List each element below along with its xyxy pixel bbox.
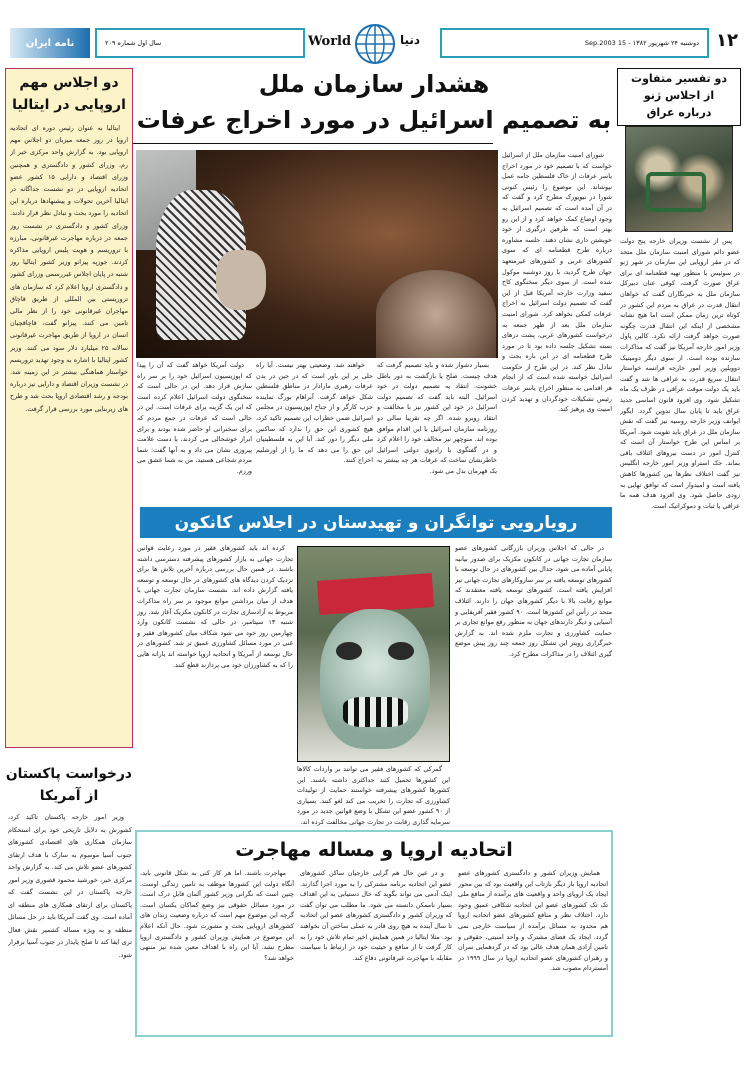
article-text: و در عین حال هم گرایی خارجیان ساکن کشورهای عضو این اتحادیه برنامه مشترکی را به مورد اجرا گذارند. اینک آدمی می تواند بگوید که حال دستیابی به این اهداف بسیار ناممکن دانسته می شود. ما مطلب می توان گفت که وزیران کشور و دادگستری کشورهای عضو این اتحادیه تا سال آینده به هیچ روی قادر به عملی ساختن آن نخواهند بود. مثلا ایتالیا در همین همایش اخیر تمام تلاش خود را به کار گرفت تا از منافع و حیثیت خود در ارتباط با سیاست مقابله با مهاجرت غیرقانونی دفاع کند. bbox=[300, 869, 452, 962]
migration-col1 bbox=[458, 868, 608, 1032]
section-title-en: World bbox=[308, 34, 352, 49]
cancun-headline: رویارویی توانگران و تهیدستان در اجلاس کانکون bbox=[174, 512, 578, 533]
headline-line: دو اجلاس مهم bbox=[19, 75, 119, 91]
article-text: کرده اند باید کشورهای فقیر در مورد رعایت قوانین تجارت جهانی به بازار کشورهای پیشرفته دسترسی داشته باشند. در همین حال بررسی درباره آخرین تلاش ها برای نزدیک کردن دیدگاه های کشورهای در حال توسعه و توسعه یافته گزارش داده اند. نشست سازمان تجارت جهانی با هدف از میان برداشتن موانع موجود بر سر راه مذاکرات مربوط به آزادسازی تجارت در کانکون مکزیک آغاز شد. روز شنبه ۱۳ سپتامبر، در حالی که نشست کانکون وارد چهارمین روز خود می شود شکاف میان کشورهای فقیر و غنی در مورد مسائل کشاورزی عمیق تر شد. کشورهای در حال توسعه از آمریکا و اتحادیه اروپا خواسته اند یارانه هایی را که به کشاورزان خود می پردازند قطع کنند. bbox=[137, 544, 293, 669]
cancun-banner bbox=[140, 507, 612, 538]
article-text: در حالی که اجلاس وزیران بازرگانی کشورهای عضو سازمان تجارت جهانی در کانکون مکزیک برای صدور بیانیه پایانی آماده می شود، جدال بین کشورهای در حال توسعه با کشورهای توسعه یافته بر سر سازوکارهای تجارت جهانی نیز افزایش یافته است. کشورهای توسعه یافته معتقدند که موانع رقابت بالا با دیگر کشورهای جهان را دارند. ائتلاف متحد در رأس این کشورها است. ۹۰ کشور فقیر آفریقایی و آسیایی و دیگر دارندهای جهان به منظور رفع موانع تجاری بر حمایت کشاورزی و تجارت ملزم شده اند. به گزارش خبرگزاری رویتر این تشکل روز جمعه چند روز پیش موضع گیری ائتلاف را در مذاکرات مطرح کرد. bbox=[455, 544, 612, 658]
issue-number: سال اول شماره ۲۰۹ bbox=[105, 39, 162, 47]
headline-line: دو تفسیر متفاوت bbox=[631, 72, 727, 85]
article-text: وزیر امور خارجه پاکستان تاکید کرد، کشورش به دلایل تاریخی خود برای استحکام سازمان همکاری های اقتصادی کشورهای جنوب آسیا موسوم به سارک با هدف ارتقای کشورهای عضو تلاش می کند. به گزارش واحد مرکزی خبر، خورشید محمود قصوری وزیر امور خارجه پاکستان در این نشست گفت که پاکستان برای ارتقای همکاری های منطقه ای آماده است. وی گفت آمریکا باید در حل مسائل منطقه و به ویژه مساله کشمیر نقش فعال تری ایفا کند تا صلح پایدار در جنوب آسیا برقرار شود. bbox=[8, 813, 132, 959]
page-number: ۱۲ bbox=[716, 30, 738, 51]
headline-line: هشدار سازمان ملل bbox=[258, 70, 490, 98]
date-box bbox=[440, 28, 709, 58]
article-text: پس از نشست وزیران خارجه پنج دولت عضو دائم شورای امنیت سازمان ملل متحد که در مقر اروپایی این سازمان در شهر ژنو در سوئیس با منظور تهیه قطعنامه ای برای عراق صورت گرفت، کوفی عنان دبیرکل سازمان ملل به خبرنگاران گفت که خواهان انتقال قدرت در عراق به مردم این کشور در کوتاه ترین زمان ممکن است اما هیچ نشانه مشخصی از اینکه این انتقال قدرت چگونه صورت خواهد گرفت ارائه نکرد. کالین پاول وزیر امور خارجه آمریکا نیز گفت که مذاکرات سازنده بوده است. از سوی دیگر دومینیک دوویلپن وزیر امور خارجه فرانسه خواستار انتقال سریع قدرت به عراقی ها شد و گفت باید یک دولت موقت عراقی در ظرف یک ماه تشکیل شود. وی افزود قانون اساسی جدید عراق باید تا پایان سال تدوین گردد. ایگور ایوانف وزیر خارجه روسیه نیز گفت که نقش سازمان ملل در عراق باید تقویت شود. آمریکا بر اساس این طرح خواستار آن است که کنترل امور در دست نیروهای ائتلاف باقی بماند. جک استراو وزیر امور خارجه انگلیس نیز گفت اختلاف نظرها بین کشورها کاهش یافته است و امیدوار است که توافق نهایی به زودی حاصل شود. وی افزود هدف همه ما عراقی با ثبات و دموکراتیک است. bbox=[620, 237, 740, 510]
headline-rule bbox=[133, 143, 493, 144]
section-title-fa: دنیا bbox=[400, 33, 421, 47]
main-story-col3 bbox=[137, 360, 252, 502]
migration-col3 bbox=[140, 868, 294, 1032]
soldiers-photo bbox=[625, 126, 733, 232]
geneva-body bbox=[620, 236, 740, 1036]
photo-caption: گمرکی که کشورهای فقیر می توانند بر واردات کالاها این کشورها تحمیل کنند حداکثری داشته باشند. این کشورها کشورهای پیشرفته خواستند حمایت از تولیدات کشاورزی که تجارت را تخریب می کند لغو کنند. بسیاری از ۹۰ کشور عضو این تشکل با وضع قوانین جدید در مورد سرمایه گذاری رقابت در تجارت جهانی مخالفت کرده اند. bbox=[297, 765, 450, 826]
arafat-photo bbox=[136, 150, 498, 358]
headline-line: از آمریکا bbox=[39, 788, 99, 804]
main-story-right-col bbox=[502, 150, 612, 502]
article-text: مهاجرت باشند. اما هر کار کنی به شکل قانونی باید، آنگاه دولت این کشورها موظف به تامین زندگی اوست. چنین است که نگرانی وزیر کشور آلمان قابل درک است. در مورد مسائل حقوقی نیز وضع کماکان یکسان است. گرچه این موضوع مهم است که درباره وضعیت زندان های کشورهای اروپایی بحث و مشورت شود. حال آنکه اعلام این موضوع در همایش وزیران کشور و دادگستری اروپا مطرح نشد. آیا این راه با اهداف معین شده نیز منتهی خواهد شد؟ bbox=[140, 869, 294, 962]
geneva-headline bbox=[619, 70, 739, 121]
issue-box bbox=[95, 28, 305, 58]
pakistan-headline bbox=[5, 763, 133, 807]
pakistan-body bbox=[8, 811, 132, 1035]
headline-line: اروپایی در ایتالیا bbox=[12, 97, 126, 113]
left-box-body bbox=[10, 122, 128, 742]
globe-icon bbox=[354, 22, 396, 66]
main-story-col2 bbox=[256, 360, 373, 502]
headline-line: به تصمیم اسرائیل در مورد اخراج عرفات bbox=[136, 106, 612, 134]
article-text: ایتالیا به عنوان رئیس دوره ای اتحادیه اروپا در روز جمعه میزبان دو اجلاس مهم اروپایی بود. به گزارش واحد مرکزی خبر از رم، وزرای کشور و دادگستری و همچنین وزرای اقتصاد و دارایی ۱۵ کشور عضو اتحادیه اروپایی در دو نشست جداگانه در ایتالیا آخرین تحولات و پیشنهادها درباره این اتحادیه را مورد بحث و تبادل نظر قرار دادند. وزرای کشور و دادگستری در نشست روز جمعه در درباره مهاجرت غیرقانونی، مبارزه با تروریسم و هویت پلیس اروپایی مذاکره کردند. جوزپه پیزانو وزیر کشور ایتالیا روز شنبه در پایان اجلاس غیررسمی وزرای کشور و دادگستری اروپا اعلام کرد که سازمان های تروریستی بین المللی از طریق قاچاق مهاجران غیرقانونی خود را از نظر مالی تامین می کنند. پیزانو گفت، قاچاقچیان انسان در اروپا از طریق مهاجرت غیرقانونی سالانه ۲۵ میلیارد دلار سود می کنند. وزیر کشور ایتالیا با اشاره به وجود تهدید تروریسم خواستار هماهنگی بیشتر در این زمینه شد. در نشست وزیران اقتصاد و دارایی نیز درباره بودجه و رشد اقتصادی اروپا بحث شد و طرح های زیربنایی مورد بررسی قرار گرفت. bbox=[10, 124, 128, 413]
article-text: دولت آمریکا خواهد گفت که آن را پیدا که اپوزیسیون اسرائیل خود را بر سر راه سازش قرار دهد. این در حالی است که سخنگوی دولت اسرائیل اعلام کرده است که این یک گزینه برای عرفات است. این در حالی است که عرفات در جمع مردم که برای سخنرانی او حاضر شده بودند و برای ابراز خوشحالی می کردند، با دست علامت پیروزی نشان می داد و به آنها گفت: شما مردم شجاعی هستید، من به شما عشق می ورزم. bbox=[137, 361, 252, 475]
main-headline bbox=[135, 66, 613, 138]
migration-headline bbox=[137, 836, 611, 864]
article-text: شورای امنیت سازمان ملل از اسرائیل خواست که با تصمیم خود در مورد اخراج یاسر عرفات از خاک فلسطین جامه عمل نپوشاند. این موضوع را رئیس کنونی شورا در نیویورک مطرح کرد و گفت که در آن آمده است که تصمیم اسرائیل به وجود اوضاع کمک خواهد کرد و از این رو بهتر است که طرفین درگیری از خود خویشتن داری نشان دهند. جلسه مشاوره درباره طرح قطعنامه ای که سوی کشورهای عربی و کشورهای غیرمتعهد جهان طرح گردید، با روز دوشنبه موکول شده است. از سوی دیگر سخنگوی کاخ سفید وزارت خارجه آمریکا قبل از این گفت که تصمیم دولت اسرائیل به اخراج عرفات کمکی نخواهد کرد. شورای امنیت سازمان ملل بعد از ظهر جمعه به درخواست کشورهای عربی، پشت درهای بسته تشکیل جلسه داده بود تا در مورد طرح قطعنامه ای در این باره بحث و تبادل نظر کند. در این طرح از حکومت اسرائیل خواسته شده است که از انجام هر اقدامی به منظور اخراج یاسر عرفات رئیس تشکیلات خودگردان و تهدید کردن امنیت وی پرهیز کند. bbox=[502, 151, 612, 414]
headline-line: درباره عراق bbox=[646, 106, 712, 119]
newspaper-logo: نامه ایران bbox=[25, 37, 75, 49]
main-story-col1 bbox=[377, 360, 497, 502]
issue-date: دوشنبه ۲۴ شهریور ۱۳۸۲ - 15 Sep.2003 bbox=[584, 39, 699, 47]
article-text: خواهند شد. وضعیتی بهتر نیست. آیا راه حلی بر این باور است که در حین در بدن عرفات رهبری مارادار در مناطق فلسطین شکل خواهد گرفت. آبراهام بورگ نماینده حزب کارگر و از جناح اپوزیسیون در مجلس اسرائیل ضمن خطراب این تصمیم تاکید کرد، هیچ کشوری این حق را ندارد که ساکنین ملی دیگر را دور کند. آیا این به فلسطینیان این حق را می دهد که ما را از اورشلیم اخراج کنند. bbox=[256, 361, 373, 465]
left-box-headline bbox=[8, 72, 130, 116]
cancun-left-col bbox=[137, 543, 293, 828]
article-text: همایش وزیران کشور و دادگستری کشورهای عضو اتحادیه اروپا بار دیگر بازتاب این واقعیت بود که بین محور ایجاد یک اروپای واحد و واقعیت های برآمده از منافع ملی تک تک کشورهای عضو این اتحادیه شکافی عمیق وجود دارد. اختلاف نظر و منافع کشورهای عضو اتحادیه اروپا هم محدود به مسائل برآمده از سیاست خارجی نمی گردد. ایجاد یک فضای مشترک و واحد امنیتی، حقوقی و تامین آزادی همان هدف عالی بود که در گردهمایی سران و رهبران کشورهای عضو اتحادیه اروپا در سال ۱۹۹۹ در آمستردام مصوب شد. bbox=[458, 869, 608, 973]
headline-line: درخواست پاکستان bbox=[5, 766, 132, 782]
cancun-caption bbox=[297, 764, 450, 828]
skull-mask-photo bbox=[297, 546, 450, 762]
headline-line: از اجلاس ژنو bbox=[643, 89, 715, 102]
logo-box bbox=[10, 28, 90, 58]
cancun-right-col bbox=[455, 543, 612, 828]
migration-col2 bbox=[300, 868, 452, 1032]
headline-line: اتحادیه اروپا و مساله مهاجرت bbox=[235, 839, 513, 861]
article-text: بسیار دشوار شده و باید تصمیم گرفت که هدف چیست. صلح یا بازگشت به دور باطل خشونت. انتقاد به تصمیم دولت در خود اسرائیل. البته باید گفت که تصمیم دولت اسرائیل در خود این کشور نیز با مخالفت و انتقاد روبرو شده. اگر چه تقریبا سالی دو روزنامه سازمان اسرائیل با این اقدام موافق بوده اند. منوچهر نیز مخالف خود را اعلام کرد و در گفتگوی با رادیوی دولتی اسرائیل خاطرنشان ساخت که عرفات هر چه بیشتر به یک قهرمان بدل می شود. bbox=[377, 361, 497, 475]
